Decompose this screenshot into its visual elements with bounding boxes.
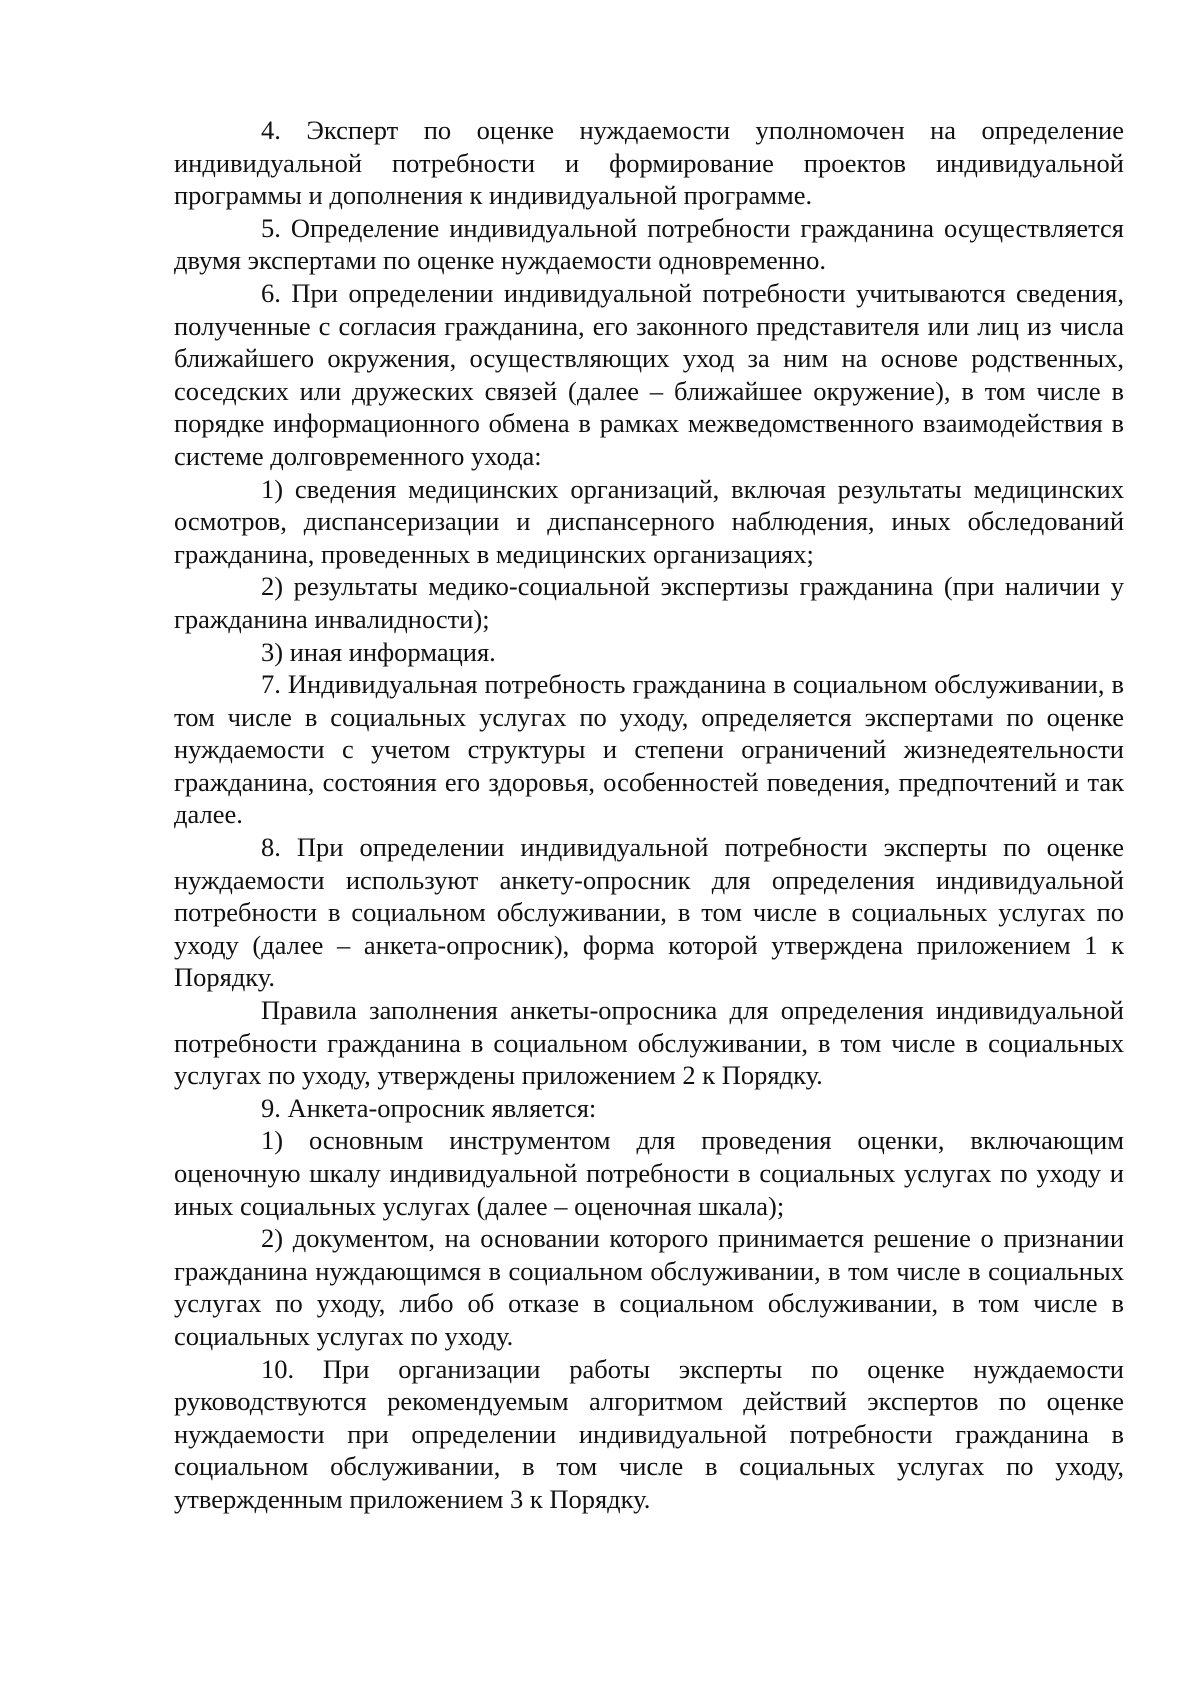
paragraph-item-4: 4. Эксперт по оценке нуждаемости уполномочен на определение индивидуальной потребности и формирование проектов индивидуальной программы и дополнения к индивидуальной программе. — [174, 115, 1124, 211]
subitem-6-2: 2) результаты медико-социальной экспертизы гражданина (при наличии у гражданина инвалидности); — [174, 571, 1124, 634]
subitem-6-3: 3) иная информация. — [261, 636, 496, 667]
subitem-9-2: 2) документом, на основании которого принимается решение о признании гражданина нуждающимся в социальном обслуживании, в том числе в социальных услугах по уходу, либо об отказе в социальном обслуживании, в том числе в социальных услугах по уходу. — [174, 1223, 1124, 1351]
paragraph-item-9: 9. Анкета-опросник является: — [261, 1092, 597, 1123]
paragraph-item-5: 5. Определение индивидуальной потребности гражданина осуществляется двумя экспертами по оценке нуждаемости одновременно. — [174, 212, 1124, 276]
paragraph-item-8: 8. При определении индивидуальной потребности эксперты по оценке нуждаемости используют анкету-опросник для определения индивидуальной потребности в социальном обслуживании, в том числе в социальных услугах по уходу (далее – анкета-опросник), форма которой утверждена приложением 1 к Порядку. — [174, 832, 1124, 993]
paragraph-item-7: 7. Индивидуальная потребность гражданина в социальном обслуживании, в том числе в социальных услугах по уходу, определяется экспертами по оценке нуждаемости с учетом структуры и степени ограничений жизнедеятельности гражданина, состояния его здоровья, особенностей поведения, предпочтений и так далее. — [174, 669, 1124, 830]
subitem-6-1: 1) сведения медицинских организаций, включая результаты медицинских осмотров, диспансеризации и диспансерного наблюдения, иных обследований гражданина, проведенных в медицинских организациях; — [174, 473, 1124, 569]
paragraph-item-10: 10. При организации работы эксперты по оценке нуждаемости руководствуются рекомендуемым алгоритмом действий экспертов по оценке нуждаемости при определении индивидуальной потребности гражданина в социальном обслуживании, в том числе в социальных услугах по уходу, утвержденным приложением 3 к Порядку. — [174, 1353, 1124, 1514]
paragraph-item-8-rules: Правила заполнения анкеты-опросника для определения индивидуальной потребности гражданина в социальном обслуживании, в том числе в социальных услугах по уходу, утверждены приложением 2 к Порядку. — [174, 995, 1124, 1091]
subitem-9-1: 1) основным инструментом для проведения оценки, включающим оценочную шкалу индивидуальной потребности в социальных услугах по уходу и иных социальных услугах (далее – оценочная шкала); — [174, 1125, 1124, 1221]
paragraph-item-6: 6. При определении индивидуальной потребности учитываются сведения, полученные с согласия гражданина, его законного представителя или лиц из числа ближайшего окружения, осуществляющих уход за ним на основе родственных, соседских или дружеских связей (далее – ближайшее окружение), в том числе в порядке информационного обмена в рамках межведомственного взаимодействия в системе долговременного ухода: — [174, 277, 1124, 471]
document-body — [174, 114, 1124, 1516]
